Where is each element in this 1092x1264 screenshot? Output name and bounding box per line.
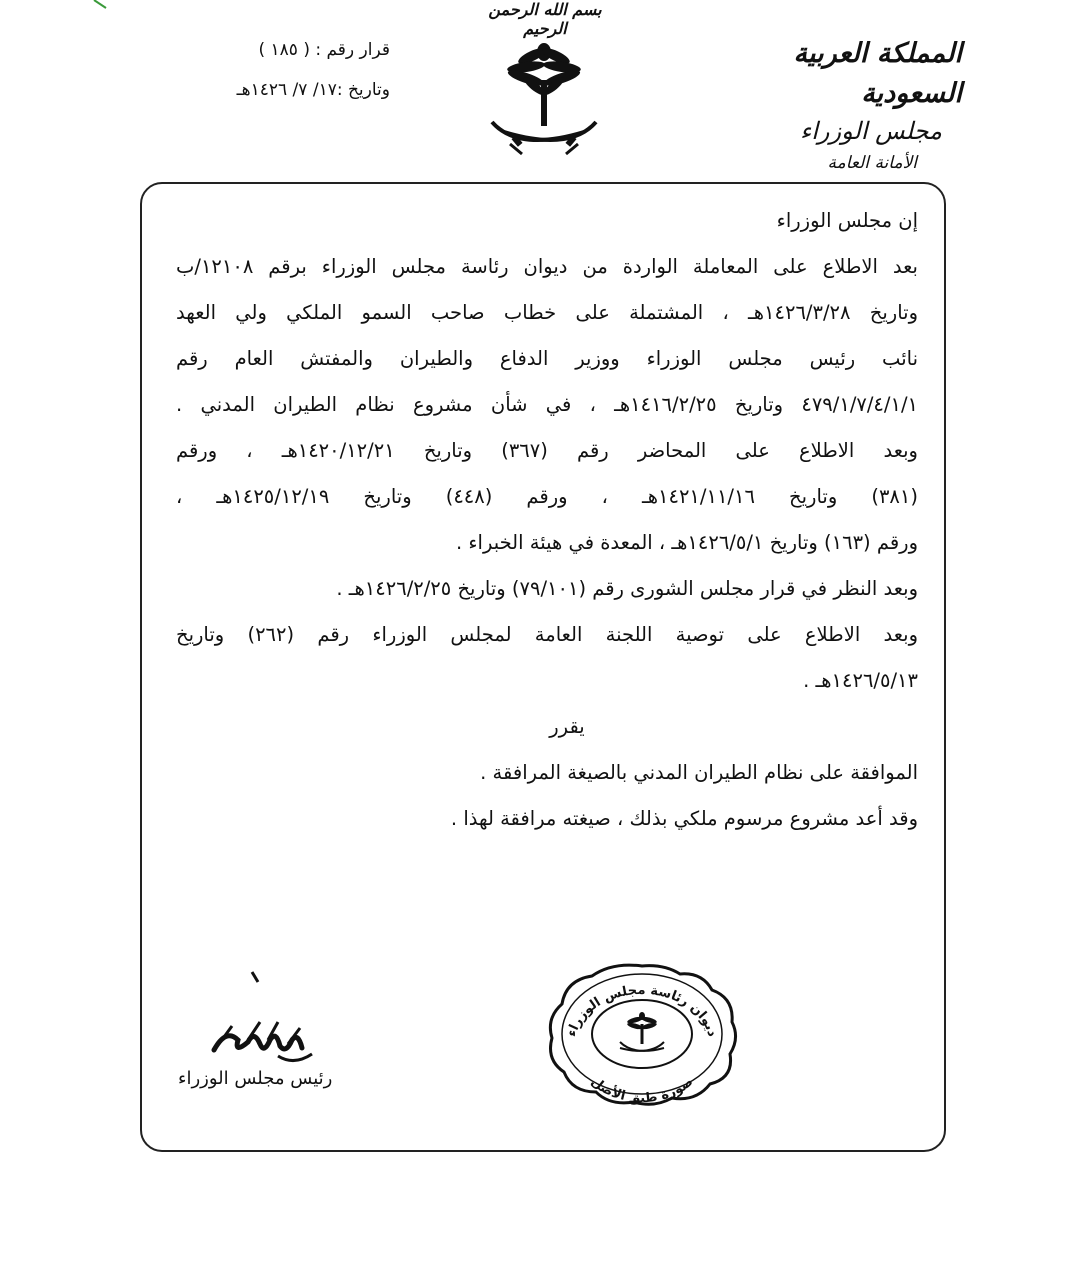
body-line: ٤٧٩/١/٧/٤/١/١ وتاريخ ١٤١٦/٢/٢٥هـ ، في شأن مشروع نظام الطيران المدني . <box>176 393 918 416</box>
letterhead-right <box>692 34 962 178</box>
kingdom-name: المملكة العربية السعودية <box>793 38 962 109</box>
body-line: ١٤٢٦/٥/١٣هـ . <box>803 669 918 692</box>
seal-text-bottom: صورة طبق الأصل <box>587 1074 697 1106</box>
opening-line: إن مجلس الوزراء <box>776 209 918 232</box>
body-line: ورقم (١٦٣) وتاريخ ١٤٢٦/٥/١هـ ، المعدة في هيئة الخبراء . <box>455 531 918 554</box>
decision-number: قرار رقم : ( ١٨٥ ) <box>258 40 390 60</box>
resolution-line: وقد أعد مشروع مرسوم ملكي بذلك ، صيغته مرافقة لهذا . <box>450 807 918 830</box>
body-line: وبعد الاطلاع على المحاضر رقم (٣٦٧) وتاريخ ١٤٢٠/١٢/٢١هـ ، ورقم <box>176 439 918 462</box>
palm-and-swords-emblem-icon <box>488 36 600 160</box>
seal-text-top: ديوان رئاسة مجلس الوزراء <box>564 982 720 1039</box>
body-line: وبعد النظر في قرار مجلس الشورى رقم (٧٩/١٠١) وتاريخ ١٤٢٦/٢/٢٥هـ . <box>336 577 918 600</box>
body-line: نائب رئيس مجلس الوزراء ووزير الدفاع والطيران والمفتش العام رقم <box>176 347 918 370</box>
tick-mark-icon <box>250 970 262 984</box>
secretariat-name: الأمانة العامة <box>827 153 917 173</box>
body-line: بعد الاطلاع على المعاملة الواردة من ديوان رئاسة مجلس الوزراء برقم ١٢١٠٨/ب <box>176 255 918 278</box>
document-body <box>176 198 918 842</box>
signatory-title: رئيس مجلس الوزراء <box>178 1068 333 1089</box>
resolution-line: الموافقة على نظام الطيران المدني بالصيغة المرافقة . <box>480 761 918 784</box>
body-line: وتاريخ ١٤٢٦/٣/٢٨هـ ، المشتملة على خطاب صاحب السمو الملكي ولي العهد <box>176 301 918 324</box>
corner-mark-icon <box>92 0 112 10</box>
body-line: (٣٨١) وتاريخ ١٤٢١/١١/١٦هـ ، ورقم (٤٤٨) وتاريخ ١٤٢٥/١٢/١٩هـ ، <box>176 485 918 508</box>
resolution-heading: يقرر <box>549 715 585 738</box>
svg-text:صورة طبق الأصل <box>588 1074 696 1106</box>
basmala: بسم الله الرحمن الرحيم <box>488 0 602 38</box>
decision-date: وتاريخ :١٧/ ٧/ ١٤٢٦هـ <box>236 80 390 100</box>
official-seal-icon <box>544 962 740 1106</box>
body-line: وبعد الاطلاع على توصية اللجنة العامة لمجلس الوزراء رقم (٢٦٢) وتاريخ <box>176 623 918 646</box>
handwritten-signature-icon <box>208 1010 318 1070</box>
council-name: مجلس الوزراء <box>799 117 942 145</box>
decision-reference <box>150 30 390 110</box>
